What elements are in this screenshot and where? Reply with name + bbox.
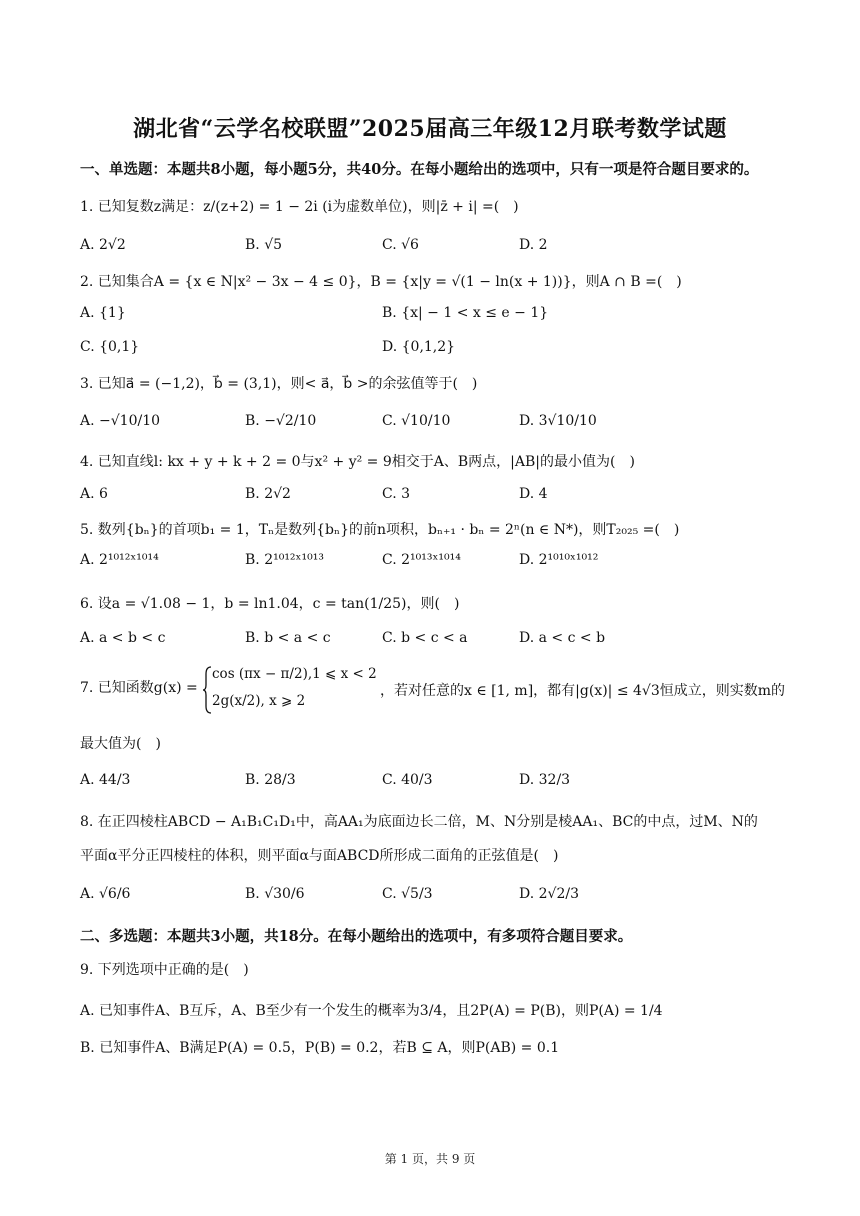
section-multi-choice-heading: 二、多选题：本题共3小题，共18分。在每小题给出的选项中，有多项符合题目要求。	[80, 928, 633, 945]
question-1-options	[80, 237, 790, 261]
option-c[interactable]: C. √6	[382, 237, 419, 253]
option-b[interactable]: B. √30/6	[245, 886, 305, 902]
question-9-option-a[interactable]: A. 已知事件A、B互斥，A、B至少有一个发生的概率为3/4，且2P(A) = P(B)，则P(A) = 1/4	[80, 1003, 663, 1019]
section-single-choice-heading: 一、单选题：本题共8小题，每小题5分，共40分。在每小题给出的选项中，只有一项是符合题目要求的。	[80, 161, 759, 178]
question-7-condition: ，若对任意的x ∈ [1, m]，都有|g(x)| ≤ 4√3恒成立，则实数m的	[380, 683, 786, 699]
option-c[interactable]: C. 40/3	[382, 772, 433, 788]
option-b[interactable]: B. b < a < c	[245, 630, 331, 646]
option-a[interactable]: A. −√10/10	[80, 413, 161, 429]
question-6-options	[80, 630, 790, 654]
option-a[interactable]: A. {1}	[80, 305, 126, 321]
question-4-stem: 4. 已知直线l: kx + y + k + 2 = 0与x² + y² = 9相交于A、B两点，|AB|的最小值为( )	[80, 454, 635, 470]
option-a[interactable]: A. √6/6	[80, 886, 131, 902]
option-c[interactable]: C. 3	[382, 486, 411, 502]
question-3-stem: 3. 已知a⃗ = (−1,2)，b⃗ = (3,1)，则< a⃗，b⃗ >的余弦值等于( )	[80, 376, 478, 392]
option-a[interactable]: A. 44/3	[80, 772, 131, 788]
question-9-stem: 9. 下列选项中正确的是( )	[80, 962, 249, 978]
option-d[interactable]: D. a < c < b	[519, 630, 606, 646]
option-c[interactable]: C. 2¹⁰¹³ˣ¹⁰¹⁴	[382, 552, 461, 568]
option-c[interactable]: C. √5/3	[382, 886, 433, 902]
question-8-stem: 8. 在正四棱柱ABCD − A₁B₁C₁D₁中，高AA₁为底面边长二倍，M、N分别是棱AA₁、BC的中点，过M、N的	[80, 814, 758, 830]
question-7-lead: 7. 已知函数g(x) =	[80, 680, 198, 696]
question-4-options	[80, 486, 790, 510]
option-a[interactable]: A. a < b < c	[80, 630, 166, 646]
question-6-stem: 6. 设a = √1.08 − 1，b = ln1.04，c = tan(1/25)，则( )	[80, 596, 460, 612]
option-a[interactable]: A. 2¹⁰¹²ˣ¹⁰¹⁴	[80, 552, 159, 568]
question-7-continuation: 最大值为( )	[80, 736, 161, 752]
piecewise-case-2: 2g(x/2), x ⩾ 2	[212, 693, 306, 709]
exam-title: 湖北省“云学名校联盟”2025届高三年级12月联考数学试题	[133, 116, 727, 142]
option-a[interactable]: A. 2√2	[80, 237, 126, 253]
option-d[interactable]: D. {0,1,2}	[382, 339, 456, 355]
option-c[interactable]: C. b < c < a	[382, 630, 468, 646]
question-2-options-row2	[80, 339, 790, 363]
question-5-options	[80, 552, 790, 576]
option-b[interactable]: B. √5	[245, 237, 283, 253]
option-d[interactable]: D. 2√2/3	[519, 886, 579, 902]
option-d[interactable]: D. 4	[519, 486, 548, 502]
question-2-stem: 2. 已知集合A = {x ∈ N|x² − 3x − 4 ≤ 0}，B = {x|y = √(1 − ln(x + 1))}，则A ∩ B =( )	[80, 274, 682, 290]
option-a[interactable]: A. 6	[80, 486, 108, 502]
option-b[interactable]: B. 2√2	[245, 486, 291, 502]
option-d[interactable]: D. 32/3	[519, 772, 571, 788]
question-1-stem: 1. 已知复数z满足：z/(z+2) = 1 − 2i (i为虚数单位)，则|z̄ + i| =( )	[80, 199, 519, 215]
question-3-options	[80, 413, 790, 437]
question-9-option-b[interactable]: B. 已知事件A、B满足P(A) = 0.5，P(B) = 0.2，若B ⊆ A，则P(AB) = 0.1	[80, 1040, 560, 1056]
option-d[interactable]: D. 2¹⁰¹⁰ˣ¹⁰¹²	[519, 552, 599, 568]
option-d[interactable]: D. 2	[519, 237, 548, 253]
option-c[interactable]: C. {0,1}	[80, 339, 140, 355]
option-b[interactable]: B. 28/3	[245, 772, 296, 788]
option-b[interactable]: B. −√2/10	[245, 413, 317, 429]
option-b[interactable]: B. {x| − 1 < x ≤ e − 1}	[382, 305, 549, 321]
question-5-stem: 5. 数列{bₙ}的首项b₁ = 1，Tₙ是数列{bₙ}的前n项积，bₙ₊₁ · bₙ = 2ⁿ(n ∈ N*)，则T₂₀₂₅ =( )	[80, 522, 680, 538]
question-2-options-row1	[80, 305, 790, 329]
piecewise-case-1: cos (πx − π/2),1 ⩽ x < 2	[212, 666, 377, 682]
question-7-options	[80, 772, 790, 796]
option-b[interactable]: B. 2¹⁰¹²ˣ¹⁰¹³	[245, 552, 324, 568]
option-c[interactable]: C. √10/10	[382, 413, 451, 429]
question-8-continuation: 平面α平分正四棱柱的体积，则平面α与面ABCD所形成二面角的正弦值是( )	[80, 848, 559, 864]
page-footer: 第 1 页，共 9 页	[384, 1152, 476, 1166]
question-8-options	[80, 886, 790, 910]
option-d[interactable]: D. 3√10/10	[519, 413, 597, 429]
